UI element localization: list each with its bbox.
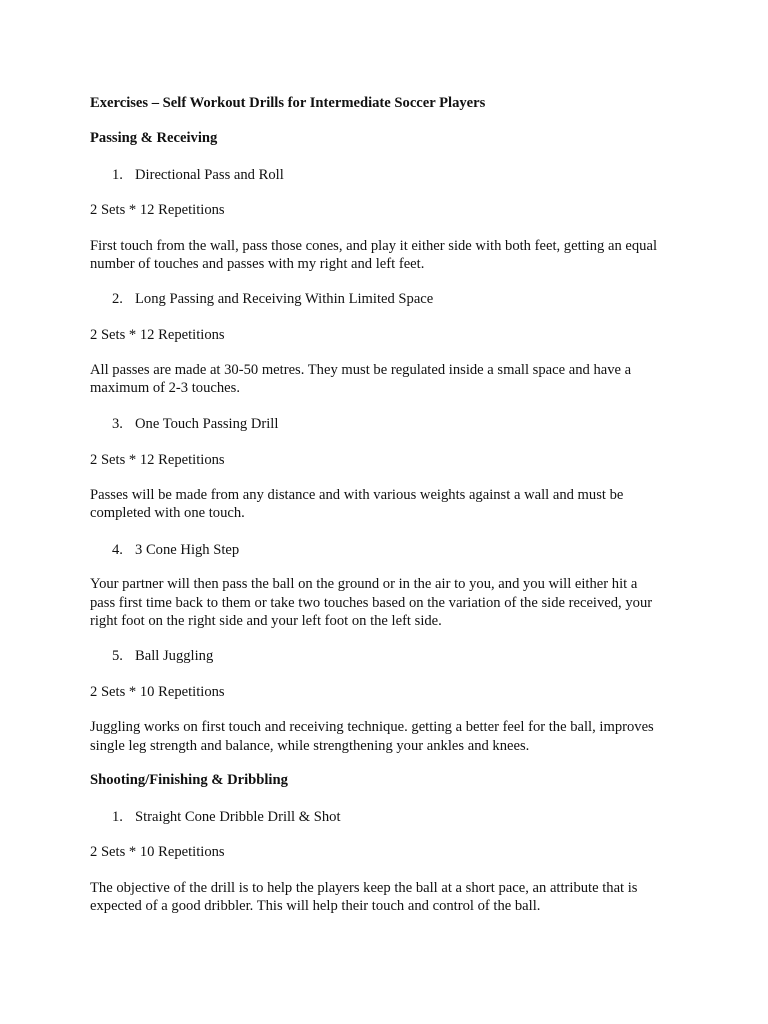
drill-number: 1. (112, 809, 123, 825)
drill-description-line: number of touches and passes with my right and left feet. (90, 256, 425, 272)
section-heading-shooting: Shooting/Finishing & Dribbling (90, 772, 288, 788)
drill-description-line: single leg strength and balance, while strengthening your ankles and knees. (90, 738, 530, 754)
drill-description-line: Juggling works on first touch and receiving technique. getting a better feel for the ball, improves (90, 719, 654, 735)
drill-item (112, 166, 284, 184)
drill-description-line: expected of a good dribbler. This will help their touch and control of the ball. (90, 898, 541, 914)
drill-reps: 2 Sets * 12 Repetitions (90, 202, 225, 218)
drill-description-line: All passes are made at 30-50 metres. They must be regulated inside a small space and have a (90, 362, 632, 378)
drill-name: Directional Pass and Roll (135, 167, 284, 183)
drill-name: 3 Cone High Step (135, 542, 240, 558)
drill-reps: 2 Sets * 12 Repetitions (90, 452, 225, 468)
drill-name: Ball Juggling (135, 648, 214, 664)
drill-description-line: right foot on the right side and your left foot on the left side. (90, 613, 442, 629)
drill-item (112, 647, 213, 665)
drill-description-line: pass first time back to them or take two touches based on the variation of the side received, your (90, 595, 653, 611)
drill-number: 1. (112, 167, 123, 183)
drill-item (112, 415, 278, 433)
drill-name: One Touch Passing Drill (135, 416, 279, 432)
drill-description-line: First touch from the wall, pass those cones, and play it either side with both feet, getting an equal (90, 238, 657, 254)
drill-description-line: maximum of 2-3 touches. (90, 380, 240, 396)
drill-number: 4. (112, 542, 123, 558)
drill-description-line: Your partner will then pass the ball on the ground or in the air to you, and you will either hit a (90, 576, 638, 592)
drill-item (112, 808, 341, 826)
drill-reps: 2 Sets * 12 Repetitions (90, 327, 225, 343)
section-heading-passing: Passing & Receiving (90, 130, 218, 146)
drill-item (112, 290, 433, 308)
drill-reps: 2 Sets * 10 Repetitions (90, 844, 225, 860)
drill-description-line: The objective of the drill is to help the players keep the ball at a short pace, an attribute that is (90, 880, 638, 896)
drill-description-line: completed with one touch. (90, 505, 245, 521)
drill-reps: 2 Sets * 10 Repetitions (90, 684, 225, 700)
drill-number: 5. (112, 648, 123, 664)
drill-description-line: Passes will be made from any distance and with various weights against a wall and must be (90, 487, 624, 503)
drill-name: Straight Cone Dribble Drill & Shot (135, 809, 341, 825)
drill-name: Long Passing and Receiving Within Limited Space (135, 291, 434, 307)
drill-item (112, 541, 239, 559)
drill-number: 2. (112, 291, 123, 307)
drill-number: 3. (112, 416, 123, 432)
document-title: Exercises – Self Workout Drills for Intermediate Soccer Players (90, 95, 486, 111)
